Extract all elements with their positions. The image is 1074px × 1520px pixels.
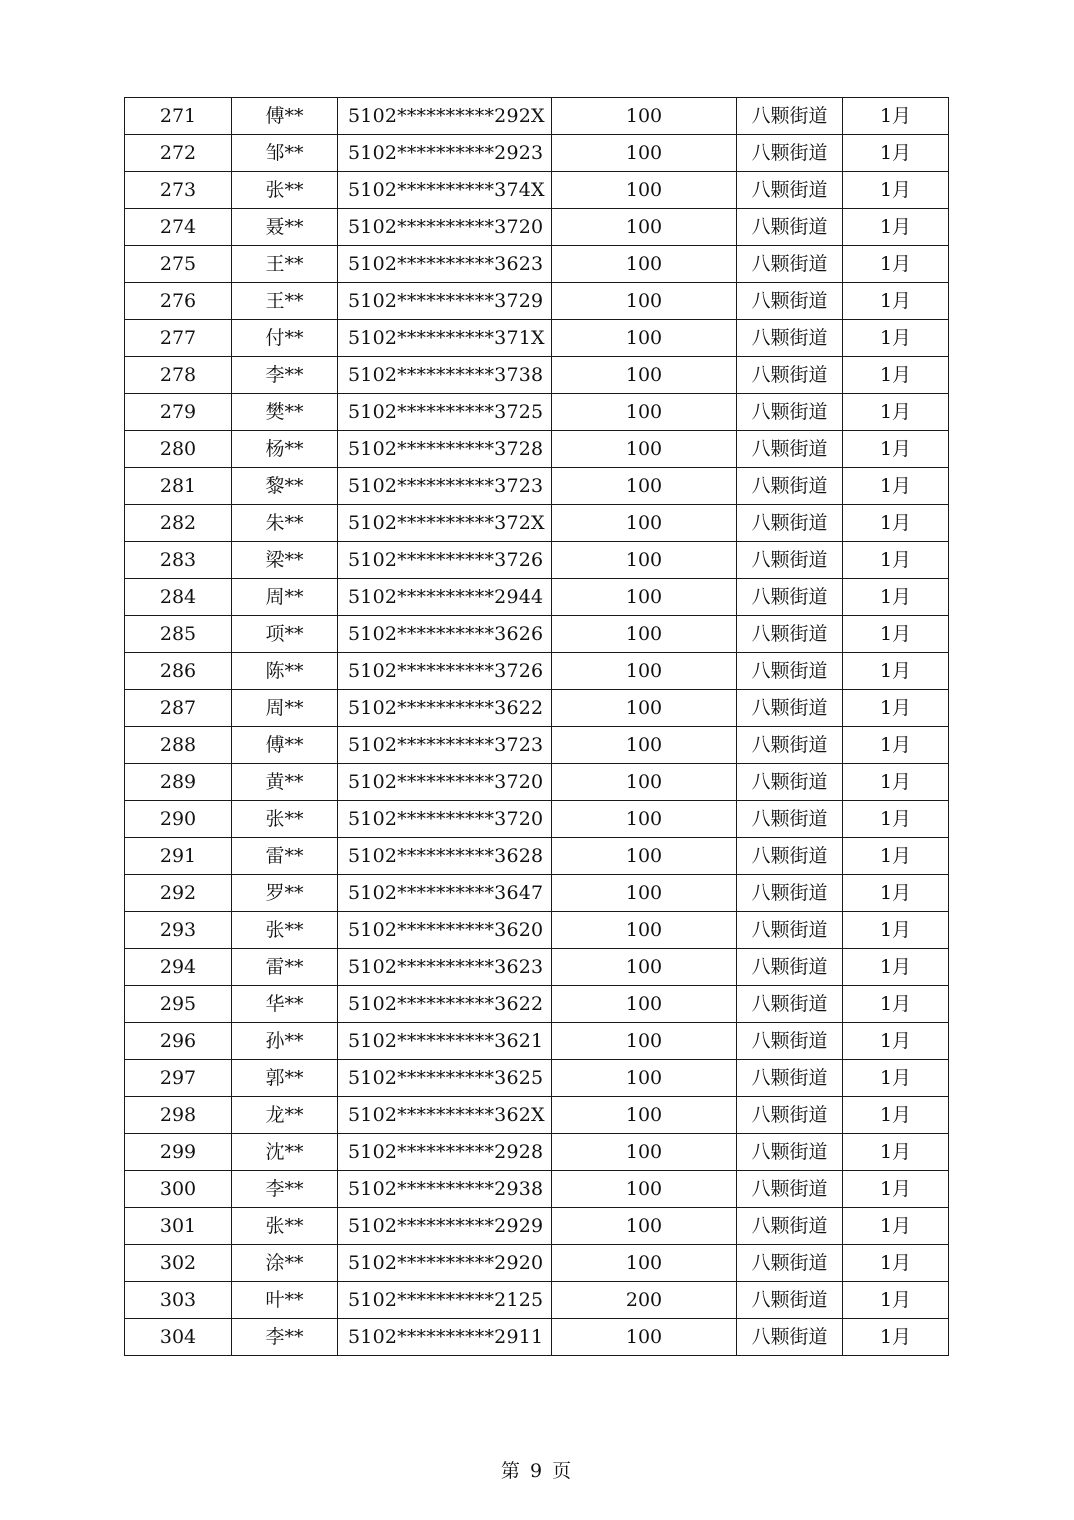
cell-street: 八颗街道 [737, 394, 843, 431]
cell-amount: 100 [552, 1171, 737, 1208]
cell-name: 郭** [232, 1060, 338, 1097]
cell-name: 张** [232, 1208, 338, 1245]
cell-id-number: 5102**********2911 [338, 1319, 552, 1356]
cell-month: 1月 [843, 838, 949, 875]
cell-number: 284 [125, 579, 232, 616]
cell-number: 273 [125, 172, 232, 209]
cell-street: 八颗街道 [737, 172, 843, 209]
cell-name: 张** [232, 172, 338, 209]
cell-number: 299 [125, 1134, 232, 1171]
roster-table-body [125, 98, 949, 1356]
table-row [125, 1171, 949, 1208]
cell-number: 297 [125, 1060, 232, 1097]
cell-name: 华** [232, 986, 338, 1023]
cell-month: 1月 [843, 875, 949, 912]
cell-amount: 100 [552, 246, 737, 283]
cell-month: 1月 [843, 468, 949, 505]
cell-id-number: 5102**********3723 [338, 468, 552, 505]
cell-id-number: 5102**********3623 [338, 246, 552, 283]
cell-month: 1月 [843, 616, 949, 653]
cell-name: 雷** [232, 838, 338, 875]
cell-id-number: 5102**********3628 [338, 838, 552, 875]
cell-street: 八颗街道 [737, 98, 843, 135]
cell-name: 杨** [232, 431, 338, 468]
table-row [125, 98, 949, 135]
cell-id-number: 5102**********3728 [338, 431, 552, 468]
table-row [125, 283, 949, 320]
cell-amount: 100 [552, 949, 737, 986]
cell-number: 294 [125, 949, 232, 986]
cell-number: 281 [125, 468, 232, 505]
cell-month: 1月 [843, 98, 949, 135]
cell-id-number: 5102**********292X [338, 98, 552, 135]
cell-street: 八颗街道 [737, 1097, 843, 1134]
table-row [125, 431, 949, 468]
cell-name: 罗** [232, 875, 338, 912]
cell-number: 278 [125, 357, 232, 394]
cell-street: 八颗街道 [737, 209, 843, 246]
cell-amount: 100 [552, 579, 737, 616]
cell-id-number: 5102**********372X [338, 505, 552, 542]
cell-amount: 100 [552, 727, 737, 764]
cell-amount: 100 [552, 1245, 737, 1282]
cell-number: 272 [125, 135, 232, 172]
cell-street: 八颗街道 [737, 949, 843, 986]
cell-number: 296 [125, 1023, 232, 1060]
cell-id-number: 5102**********2929 [338, 1208, 552, 1245]
cell-amount: 100 [552, 468, 737, 505]
table-row [125, 135, 949, 172]
cell-month: 1月 [843, 801, 949, 838]
cell-street: 八颗街道 [737, 542, 843, 579]
cell-amount: 100 [552, 283, 737, 320]
cell-name: 付** [232, 320, 338, 357]
cell-number: 280 [125, 431, 232, 468]
cell-number: 295 [125, 986, 232, 1023]
cell-id-number: 5102**********3720 [338, 764, 552, 801]
cell-id-number: 5102**********3723 [338, 727, 552, 764]
table-row [125, 616, 949, 653]
cell-id-number: 5102**********3625 [338, 1060, 552, 1097]
cell-street: 八颗街道 [737, 1023, 843, 1060]
cell-amount: 100 [552, 764, 737, 801]
table-row [125, 542, 949, 579]
cell-street: 八颗街道 [737, 320, 843, 357]
cell-month: 1月 [843, 1245, 949, 1282]
cell-amount: 100 [552, 653, 737, 690]
table-row [125, 357, 949, 394]
cell-amount: 100 [552, 505, 737, 542]
cell-name: 陈** [232, 653, 338, 690]
table-row [125, 690, 949, 727]
cell-number: 282 [125, 505, 232, 542]
cell-number: 279 [125, 394, 232, 431]
table-row [125, 505, 949, 542]
cell-month: 1月 [843, 949, 949, 986]
cell-id-number: 5102**********3622 [338, 986, 552, 1023]
cell-street: 八颗街道 [737, 246, 843, 283]
cell-id-number: 5102**********3729 [338, 283, 552, 320]
cell-id-number: 5102**********3726 [338, 542, 552, 579]
cell-month: 1月 [843, 1060, 949, 1097]
cell-id-number: 5102**********3622 [338, 690, 552, 727]
cell-number: 287 [125, 690, 232, 727]
cell-amount: 200 [552, 1282, 737, 1319]
table-row [125, 1097, 949, 1134]
cell-amount: 100 [552, 912, 737, 949]
cell-amount: 100 [552, 431, 737, 468]
cell-month: 1月 [843, 1208, 949, 1245]
table-row [125, 468, 949, 505]
cell-month: 1月 [843, 431, 949, 468]
cell-month: 1月 [843, 653, 949, 690]
cell-street: 八颗街道 [737, 875, 843, 912]
cell-amount: 100 [552, 394, 737, 431]
cell-number: 277 [125, 320, 232, 357]
cell-month: 1月 [843, 172, 949, 209]
cell-street: 八颗街道 [737, 986, 843, 1023]
cell-month: 1月 [843, 986, 949, 1023]
cell-street: 八颗街道 [737, 764, 843, 801]
cell-amount: 100 [552, 1208, 737, 1245]
cell-name: 周** [232, 579, 338, 616]
cell-street: 八颗街道 [737, 1245, 843, 1282]
table-row [125, 209, 949, 246]
cell-name: 项** [232, 616, 338, 653]
cell-name: 朱** [232, 505, 338, 542]
cell-street: 八颗街道 [737, 1060, 843, 1097]
table-row [125, 246, 949, 283]
cell-number: 303 [125, 1282, 232, 1319]
cell-street: 八颗街道 [737, 283, 843, 320]
cell-id-number: 5102**********3621 [338, 1023, 552, 1060]
cell-id-number: 5102**********3647 [338, 875, 552, 912]
table-row [125, 1282, 949, 1319]
cell-month: 1月 [843, 246, 949, 283]
cell-name: 孙** [232, 1023, 338, 1060]
cell-name: 周** [232, 690, 338, 727]
cell-id-number: 5102**********3626 [338, 616, 552, 653]
cell-number: 274 [125, 209, 232, 246]
cell-street: 八颗街道 [737, 616, 843, 653]
table-row [125, 801, 949, 838]
cell-id-number: 5102**********3726 [338, 653, 552, 690]
table-row [125, 838, 949, 875]
cell-id-number: 5102**********371X [338, 320, 552, 357]
cell-amount: 100 [552, 1319, 737, 1356]
cell-street: 八颗街道 [737, 690, 843, 727]
table-row [125, 320, 949, 357]
cell-amount: 100 [552, 690, 737, 727]
cell-month: 1月 [843, 1134, 949, 1171]
table-row [125, 1245, 949, 1282]
cell-name: 李** [232, 1319, 338, 1356]
cell-number: 300 [125, 1171, 232, 1208]
cell-amount: 100 [552, 1134, 737, 1171]
cell-name: 聂** [232, 209, 338, 246]
table-row [125, 172, 949, 209]
cell-amount: 100 [552, 135, 737, 172]
table-row [125, 912, 949, 949]
cell-month: 1月 [843, 764, 949, 801]
cell-amount: 100 [552, 986, 737, 1023]
cell-month: 1月 [843, 209, 949, 246]
cell-street: 八颗街道 [737, 1282, 843, 1319]
cell-number: 288 [125, 727, 232, 764]
cell-number: 302 [125, 1245, 232, 1282]
cell-name: 涂** [232, 1245, 338, 1282]
cell-amount: 100 [552, 1023, 737, 1060]
cell-number: 275 [125, 246, 232, 283]
cell-name: 邹** [232, 135, 338, 172]
cell-street: 八颗街道 [737, 1208, 843, 1245]
cell-amount: 100 [552, 172, 737, 209]
cell-name: 梁** [232, 542, 338, 579]
cell-amount: 100 [552, 875, 737, 912]
table-row [125, 986, 949, 1023]
cell-id-number: 5102**********2938 [338, 1171, 552, 1208]
cell-month: 1月 [843, 1097, 949, 1134]
cell-number: 301 [125, 1208, 232, 1245]
cell-month: 1月 [843, 283, 949, 320]
cell-id-number: 5102**********3620 [338, 912, 552, 949]
cell-month: 1月 [843, 542, 949, 579]
cell-id-number: 5102**********374X [338, 172, 552, 209]
cell-number: 304 [125, 1319, 232, 1356]
cell-month: 1月 [843, 727, 949, 764]
cell-street: 八颗街道 [737, 838, 843, 875]
cell-number: 276 [125, 283, 232, 320]
cell-street: 八颗街道 [737, 653, 843, 690]
cell-id-number: 5102**********3725 [338, 394, 552, 431]
cell-month: 1月 [843, 505, 949, 542]
cell-amount: 100 [552, 98, 737, 135]
cell-id-number: 5102**********2944 [338, 579, 552, 616]
cell-month: 1月 [843, 1319, 949, 1356]
table-row [125, 1060, 949, 1097]
table-row [125, 1319, 949, 1356]
table-row [125, 579, 949, 616]
cell-name: 张** [232, 912, 338, 949]
cell-month: 1月 [843, 1023, 949, 1060]
table-row [125, 949, 949, 986]
table-row [125, 1023, 949, 1060]
cell-number: 285 [125, 616, 232, 653]
cell-amount: 100 [552, 320, 737, 357]
cell-month: 1月 [843, 1171, 949, 1208]
cell-amount: 100 [552, 357, 737, 394]
cell-name: 叶** [232, 1282, 338, 1319]
cell-name: 黄** [232, 764, 338, 801]
cell-name: 沈** [232, 1134, 338, 1171]
table-row [125, 653, 949, 690]
cell-street: 八颗街道 [737, 357, 843, 394]
cell-id-number: 5102**********2928 [338, 1134, 552, 1171]
cell-month: 1月 [843, 135, 949, 172]
cell-street: 八颗街道 [737, 1134, 843, 1171]
cell-id-number: 5102**********3720 [338, 801, 552, 838]
cell-amount: 100 [552, 801, 737, 838]
page-number: 第 9 页 [500, 1460, 574, 1482]
cell-amount: 100 [552, 209, 737, 246]
table-row [125, 1134, 949, 1171]
cell-amount: 100 [552, 542, 737, 579]
cell-street: 八颗街道 [737, 912, 843, 949]
cell-amount: 100 [552, 616, 737, 653]
cell-name: 龙** [232, 1097, 338, 1134]
cell-id-number: 5102**********362X [338, 1097, 552, 1134]
cell-name: 黎** [232, 468, 338, 505]
cell-street: 八颗街道 [737, 505, 843, 542]
cell-number: 292 [125, 875, 232, 912]
cell-street: 八颗街道 [737, 1171, 843, 1208]
cell-month: 1月 [843, 1282, 949, 1319]
cell-amount: 100 [552, 1060, 737, 1097]
cell-number: 293 [125, 912, 232, 949]
cell-street: 八颗街道 [737, 579, 843, 616]
cell-name: 李** [232, 1171, 338, 1208]
cell-name: 傅** [232, 727, 338, 764]
cell-street: 八颗街道 [737, 431, 843, 468]
cell-name: 张** [232, 801, 338, 838]
cell-month: 1月 [843, 690, 949, 727]
table-row [125, 764, 949, 801]
cell-number: 271 [125, 98, 232, 135]
cell-amount: 100 [552, 1097, 737, 1134]
cell-id-number: 5102**********2125 [338, 1282, 552, 1319]
cell-street: 八颗街道 [737, 727, 843, 764]
cell-name: 傅** [232, 98, 338, 135]
cell-number: 290 [125, 801, 232, 838]
table-row [125, 727, 949, 764]
cell-id-number: 5102**********3623 [338, 949, 552, 986]
cell-number: 286 [125, 653, 232, 690]
cell-name: 王** [232, 283, 338, 320]
cell-id-number: 5102**********2923 [338, 135, 552, 172]
cell-month: 1月 [843, 579, 949, 616]
cell-name: 雷** [232, 949, 338, 986]
cell-number: 298 [125, 1097, 232, 1134]
cell-street: 八颗街道 [737, 801, 843, 838]
cell-month: 1月 [843, 912, 949, 949]
cell-number: 291 [125, 838, 232, 875]
cell-month: 1月 [843, 320, 949, 357]
table-row [125, 875, 949, 912]
cell-name: 王** [232, 246, 338, 283]
cell-name: 李** [232, 357, 338, 394]
roster-table [124, 97, 949, 1356]
cell-month: 1月 [843, 394, 949, 431]
cell-number: 289 [125, 764, 232, 801]
cell-number: 283 [125, 542, 232, 579]
cell-name: 樊** [232, 394, 338, 431]
table-row [125, 394, 949, 431]
cell-month: 1月 [843, 357, 949, 394]
cell-street: 八颗街道 [737, 135, 843, 172]
cell-id-number: 5102**********3738 [338, 357, 552, 394]
cell-street: 八颗街道 [737, 468, 843, 505]
cell-id-number: 5102**********3720 [338, 209, 552, 246]
cell-amount: 100 [552, 838, 737, 875]
table-row [125, 1208, 949, 1245]
cell-id-number: 5102**********2920 [338, 1245, 552, 1282]
cell-street: 八颗街道 [737, 1319, 843, 1356]
